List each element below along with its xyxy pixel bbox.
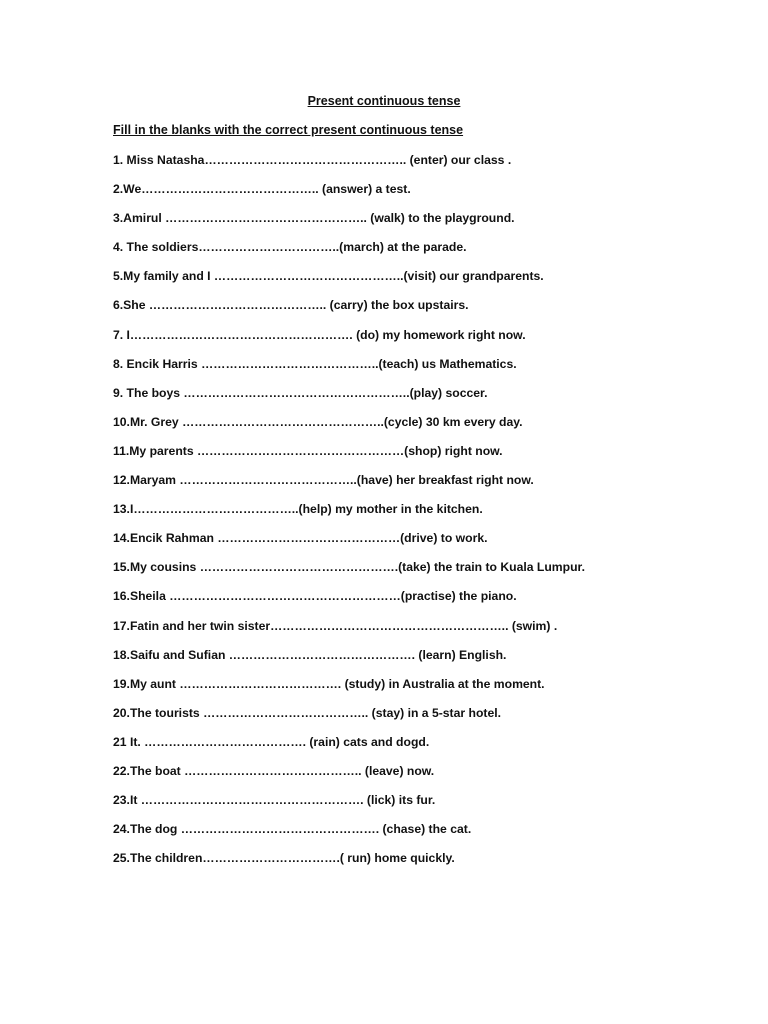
exercise-item-9: 9. The boys ………………………………………………..(play) soccer. bbox=[113, 385, 488, 400]
worksheet-instructions: Fill in the blanks with the correct present continuous tense bbox=[113, 123, 464, 137]
exercise-item-14: 14.Encik Rahman ………………………………………(drive) to work. bbox=[113, 531, 488, 546]
exercise-item-24: 24.The dog …………………………………………. (chase) the cat. bbox=[113, 822, 472, 837]
exercise-item-20: 20.The tourists ………………………………….. (stay) in a 5-star hotel. bbox=[113, 705, 502, 720]
exercise-item-18: 18.Saifu and Sufian ………………………………………. (learn) English. bbox=[113, 647, 507, 662]
exercise-item-15: 15.My cousins ………………………………………….(take) the train to Kuala Lumpur. bbox=[113, 560, 585, 575]
exercise-item-4: 4. The soldiers……………………………..(march) at the parade. bbox=[113, 240, 467, 255]
exercise-item-13: 13.I…………………………………..(help) my mother in the kitchen. bbox=[113, 502, 483, 517]
worksheet-title: Present continuous tense bbox=[307, 94, 461, 108]
exercise-item-25: 25.The children…………………………….( run) home quickly. bbox=[113, 851, 455, 866]
exercise-item-3: 3.Amirul ………………………………………….. (walk) to the playground. bbox=[113, 211, 515, 226]
exercise-item-1: 1. Miss Natasha………………………………………….. (enter) our class . bbox=[113, 153, 512, 167]
exercise-item-21: 21 It. …………………………………. (rain) cats and dogd. bbox=[113, 734, 430, 749]
exercise-item-16: 16.Sheila …………………………………………………(practise) the piano. bbox=[113, 589, 517, 604]
exercise-item-5: 5.My family and I ………………………………………..(visit) our grandparents. bbox=[113, 269, 544, 284]
exercise-item-8: 8. Encik Harris ……………………………………..(teach) us Mathematics. bbox=[113, 356, 517, 371]
exercise-list bbox=[113, 152, 713, 879]
exercise-item-12: 12.Maryam ……………………………………..(have) her breakfast right now. bbox=[113, 473, 534, 488]
exercise-item-22: 22.The boat …………………………………….. (leave) now. bbox=[113, 763, 435, 778]
exercise-item-17: 17.Fatin and her twin sister………………………………………………….. (swim) . bbox=[113, 618, 558, 633]
exercise-item-7: 7. I………………………………………………. (do) my homework right now. bbox=[113, 327, 526, 342]
exercise-item-6: 6.She …………………………………….. (carry) the box upstairs. bbox=[113, 298, 469, 313]
exercise-item-19: 19.My aunt …………………………………. (study) in Australia at the moment. bbox=[113, 676, 545, 691]
exercise-item-23: 23.It ………………………………………………. (lick) its fur. bbox=[113, 793, 436, 808]
exercise-item-11: 11.My parents ……………………………………………(shop) right now. bbox=[113, 443, 503, 458]
exercise-item-2: 2.We…………………………………….. (answer) a test. bbox=[113, 182, 411, 197]
exercise-item-10: 10.Mr. Grey …………………………………………..(cycle) 30 km every day. bbox=[113, 414, 523, 429]
